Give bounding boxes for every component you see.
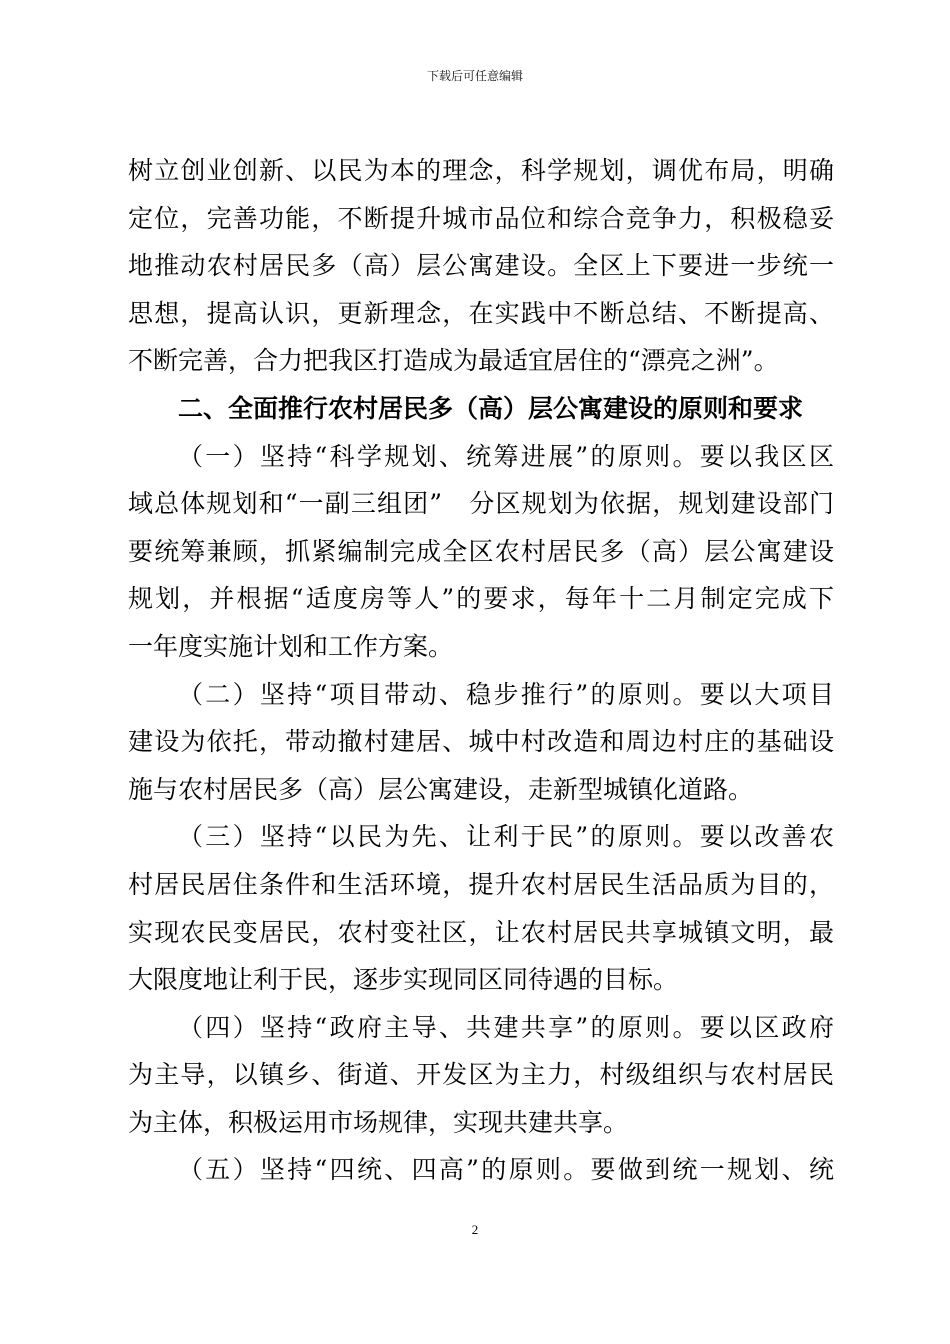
text-line: 大限度地让利于民，逐步实现同区同待遇的目标。 [128,965,679,995]
text-line: 为主体，积极运用市场规律，实现共建共享。 [128,1107,629,1137]
text-line: 一年度实施计划和工作方案。 [128,631,454,661]
text-line: 实现农民变居民，农村变社区，让农村居民共享城镇文明，最 [128,917,834,947]
text-line: 不断完善，合力把我区打造成为最适宜居住的“漂亮之洲”。 [128,346,779,376]
text-line: 思想，提高认识，更新理念，在实践中不断总结、不断提高、 [128,298,834,328]
text-line: （三）坚持“以民为先、让利于民”的原则。要以改善农 [178,822,834,852]
body-text [128,158,834,1205]
text-line: （五）坚持“四统、四高”的原则。要做到统一规划、统 [178,1155,834,1185]
text-line: 施与农村居民多（高）层公寓建设，走新型城镇化道路。 [128,774,754,804]
text-line: 地推动农村居民多（高）层公寓建设。全区上下要进一步统一 [128,251,834,281]
text-line: （一）坚持“科学规划、统筹进展”的原则。要以我区区 [178,441,834,471]
section-heading: 二、全面推行农村居民多（高）层公寓建设的原则和要求 [178,393,804,423]
text-line: （二）坚持“项目带动、稳步推行”的原则。要以大项目 [178,679,834,709]
text-line: 村居民居住条件和生活环境，提升农村居民生活品质为目的， [128,869,834,899]
text-line: 定位，完善功能，不断提升城市品位和综合竞争力，积极稳妥 [128,203,834,233]
text-line: 树立创业创新、以民为本的理念，科学规划，调优布局，明确 [128,156,834,185]
text-line: 要统筹兼顾，抓紧编制完成全区农村居民多（高）层公寓建设 [128,536,834,566]
page-number: 2 [471,1222,479,1237]
page-header: 下载后可任意编辑 [426,69,523,83]
text-line: （四）坚持“政府主导、共建共享”的原则。要以区政府 [178,1012,834,1042]
text-line: 域总体规划和“一副三组团” 分区规划为依据，规划建设部门 [128,489,834,519]
text-line: 规划，并根据“适度房等人”的要求，每年十二月制定完成下 [128,584,834,614]
text-line: 为主导，以镇乡、街道、开发区为主力，村级组织与农村居民 [128,1060,834,1090]
text-line: 建设为依托，带动撤村建居、城中村改造和周边村庄的基础设 [128,727,834,757]
